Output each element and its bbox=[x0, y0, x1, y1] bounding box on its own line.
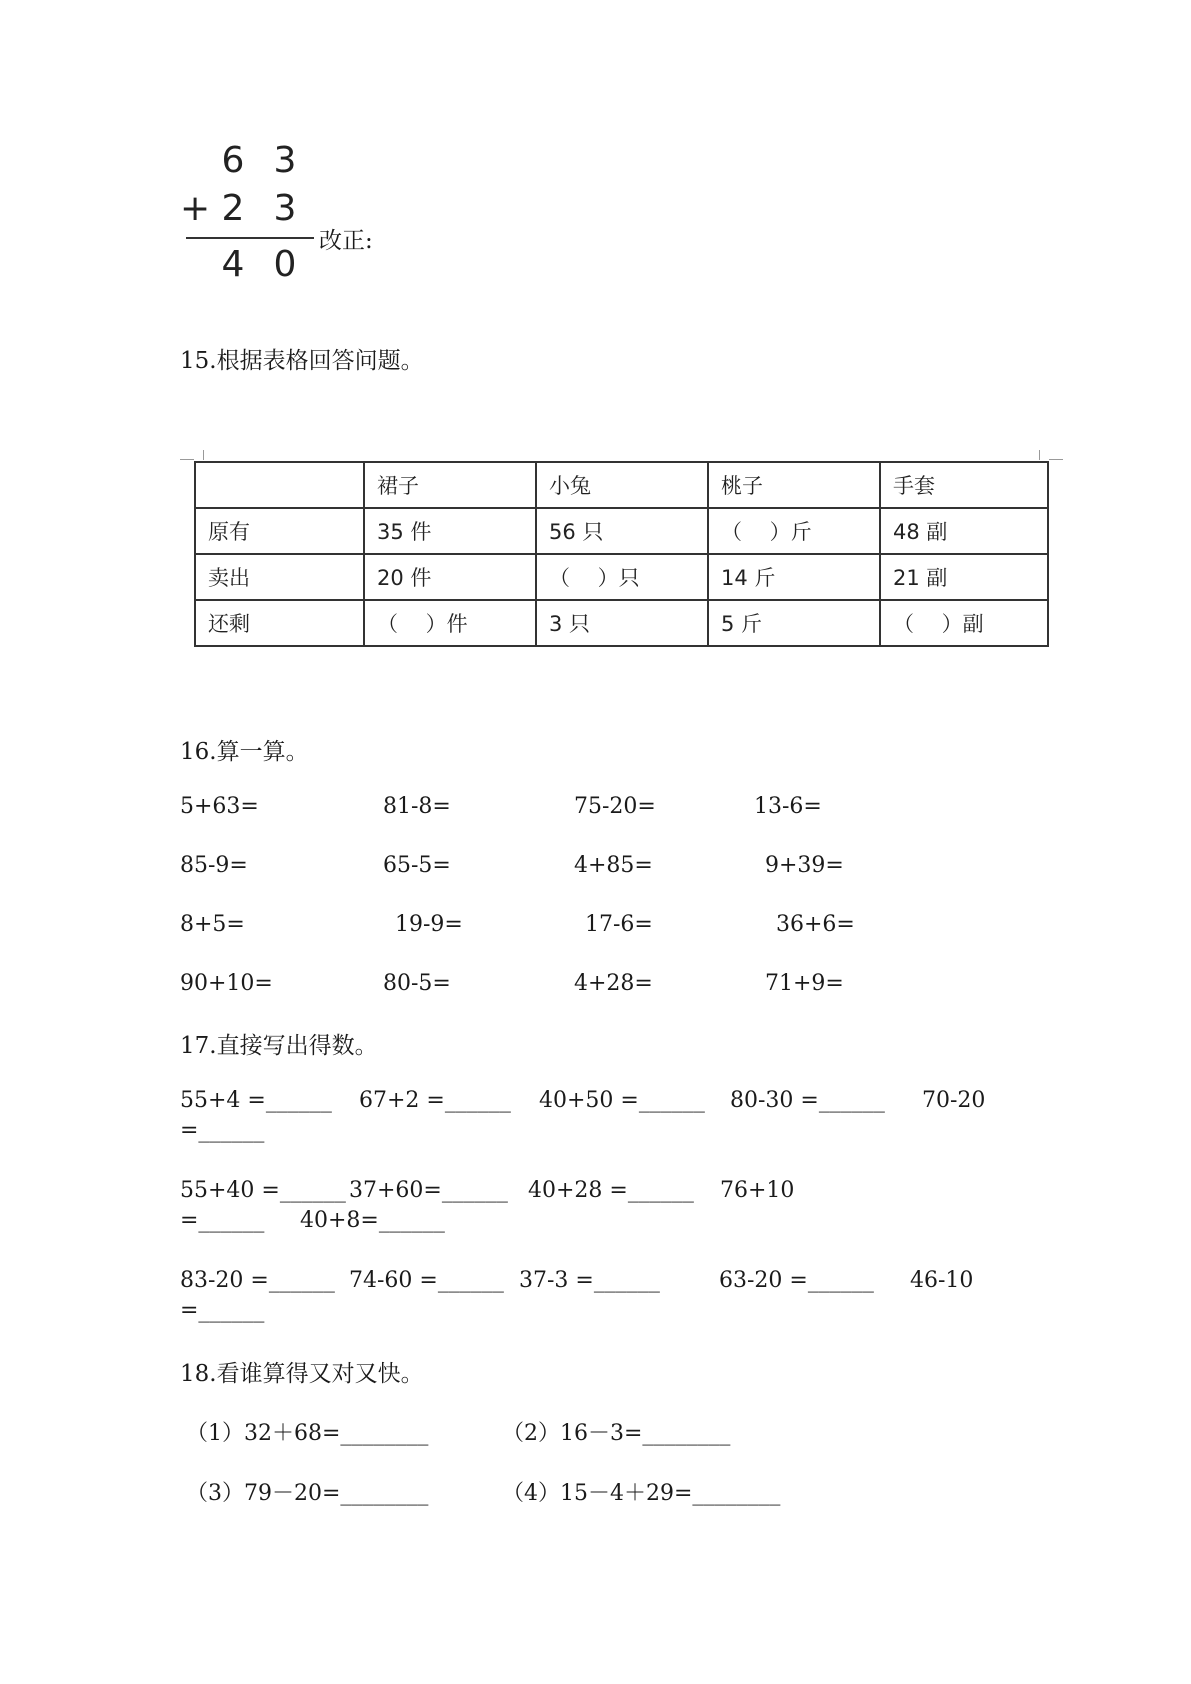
table-corner-mark bbox=[1049, 459, 1063, 460]
calc-item: （3）79－20=________ bbox=[186, 1481, 429, 1506]
table-row bbox=[195, 508, 1048, 554]
table-cell: 桃子 bbox=[708, 462, 880, 508]
calc-item: 81-8= bbox=[383, 794, 451, 819]
table-cell: （ ）只 bbox=[536, 554, 708, 600]
calc-item: （2）16－3=________ bbox=[502, 1421, 731, 1446]
table-cell: 56 只 bbox=[536, 508, 708, 554]
calc-item: 75-20= bbox=[574, 794, 656, 819]
calc-item: 63-20 =______ bbox=[719, 1268, 874, 1293]
calc-item: 76+10 bbox=[720, 1178, 795, 1203]
vertical-tens-digit: 4 bbox=[221, 244, 245, 285]
vertical-ones-digit: 0 bbox=[273, 244, 297, 285]
table-cell: 卖出 bbox=[195, 554, 364, 600]
table-cell: 手套 bbox=[880, 462, 1048, 508]
vertical-tens-digit: 6 bbox=[221, 140, 245, 181]
calc-item: （1）32＋68=________ bbox=[186, 1421, 429, 1446]
vertical-tens-digit: 2 bbox=[221, 188, 245, 229]
table-cell: （ ）件 bbox=[364, 600, 536, 646]
calc-item: 70-20 bbox=[922, 1088, 986, 1113]
table-cell: 14 斤 bbox=[708, 554, 880, 600]
question-15-title: 15.根据表格回答问题。 bbox=[180, 348, 424, 374]
table-row bbox=[195, 554, 1048, 600]
table-corner-mark bbox=[1039, 450, 1040, 460]
calc-item: 55+4 =______ bbox=[180, 1088, 332, 1113]
table-corner-mark bbox=[203, 450, 204, 460]
calc-item: 40+50 =______ bbox=[539, 1088, 705, 1113]
calc-item: 19-9= bbox=[395, 912, 463, 937]
calc-item: 37-3 =______ bbox=[519, 1268, 660, 1293]
vertical-sign: + bbox=[180, 188, 211, 229]
calc-item: 36+6= bbox=[776, 912, 855, 937]
calc-item: 9+39= bbox=[765, 853, 844, 878]
table-cell: （ ）副 bbox=[880, 600, 1048, 646]
table-cell: 还剩 bbox=[195, 600, 364, 646]
table-cell: 小兔 bbox=[536, 462, 708, 508]
vertical-row bbox=[180, 244, 320, 290]
question-17-title: 17.直接写出得数。 bbox=[180, 1033, 378, 1059]
calc-item: =______ bbox=[180, 1208, 265, 1233]
vertical-row bbox=[180, 140, 320, 186]
table-corner-mark bbox=[180, 459, 194, 460]
table-cell: 裙子 bbox=[364, 462, 536, 508]
calc-item: =______ bbox=[180, 1118, 265, 1143]
question-18-title: 18.看谁算得又对又快。 bbox=[180, 1361, 424, 1387]
calc-item: 55+40 =______ bbox=[180, 1178, 346, 1203]
table-row bbox=[195, 462, 1048, 508]
calc-item: 4+28= bbox=[574, 971, 653, 996]
calc-item: 80-30 =______ bbox=[730, 1088, 885, 1113]
table-cell: 48 副 bbox=[880, 508, 1048, 554]
calc-item: =______ bbox=[180, 1298, 265, 1323]
calc-item: 37+60=______ bbox=[349, 1178, 508, 1203]
table-cell: 35 件 bbox=[364, 508, 536, 554]
vertical-sum-line bbox=[186, 237, 314, 239]
calc-item: 17-6= bbox=[585, 912, 653, 937]
calc-item: 83-20 =______ bbox=[180, 1268, 335, 1293]
correction-label: 改正: bbox=[319, 228, 373, 254]
table-cell bbox=[195, 462, 364, 508]
calc-item: 8+5= bbox=[180, 912, 245, 937]
calc-item: 40+8=______ bbox=[300, 1208, 445, 1233]
calc-item: 71+9= bbox=[765, 971, 844, 996]
table-cell: 20 件 bbox=[364, 554, 536, 600]
calc-item: 67+2 =______ bbox=[359, 1088, 511, 1113]
table-cell: 原有 bbox=[195, 508, 364, 554]
calc-item: 13-6= bbox=[754, 794, 822, 819]
calc-item: 85-9= bbox=[180, 853, 248, 878]
table-row bbox=[195, 600, 1048, 646]
calc-item: 4+85= bbox=[574, 853, 653, 878]
inventory-table bbox=[194, 461, 1049, 647]
calc-item: （4）15－4＋29=________ bbox=[502, 1481, 781, 1506]
vertical-addition bbox=[180, 140, 320, 290]
vertical-row bbox=[180, 188, 320, 234]
table-cell: 21 副 bbox=[880, 554, 1048, 600]
table-cell: 3 只 bbox=[536, 600, 708, 646]
calc-item: 40+28 =______ bbox=[528, 1178, 694, 1203]
calc-item: 90+10= bbox=[180, 971, 273, 996]
calc-item: 46-10 bbox=[910, 1268, 974, 1293]
vertical-ones-digit: 3 bbox=[273, 188, 297, 229]
calc-item: 5+63= bbox=[180, 794, 259, 819]
calc-item: 74-60 =______ bbox=[349, 1268, 504, 1293]
question-16-title: 16.算一算。 bbox=[180, 739, 309, 765]
table-cell: （ ）斤 bbox=[708, 508, 880, 554]
calc-item: 65-5= bbox=[383, 853, 451, 878]
table-cell: 5 斤 bbox=[708, 600, 880, 646]
calc-item: 80-5= bbox=[383, 971, 451, 996]
vertical-ones-digit: 3 bbox=[273, 140, 297, 181]
